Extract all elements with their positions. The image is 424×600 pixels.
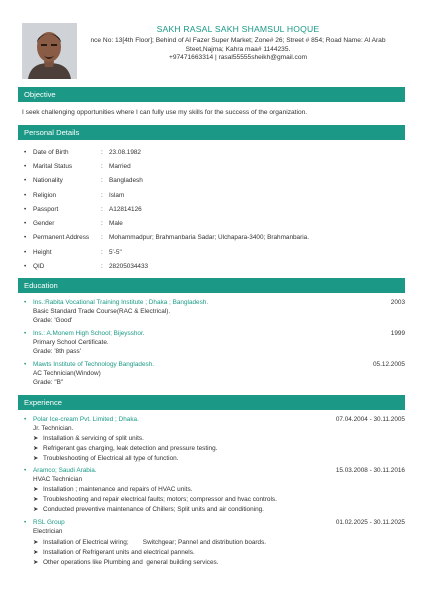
bullet: • xyxy=(24,299,27,306)
colon: : xyxy=(101,206,103,213)
bullet: • xyxy=(24,467,27,474)
education-date: 1999 xyxy=(390,330,405,337)
address-line-1: nce No: 13[4th Floor]; Behind of Al Fazer Super Market; Zone# 26; Street # 854; Road Name: Al Arab xyxy=(90,37,386,44)
personal-label: QID xyxy=(33,263,45,270)
colon: : xyxy=(101,149,103,156)
arrow-icon: ➤ xyxy=(33,486,39,493)
bullet: • xyxy=(24,163,27,170)
candidate-name: SAKH RASAL SAKH SHAMSUL HOQUE xyxy=(156,24,320,34)
education-date: 05.12.2005 xyxy=(373,361,405,368)
personal-label: Gender xyxy=(33,220,55,227)
duty-text: Installation ; maintenance and repairs of HVAC units. xyxy=(43,486,193,493)
personal-value: 28205034433 xyxy=(109,263,149,270)
colon: : xyxy=(101,163,103,170)
personal-value: 5'-5" xyxy=(109,249,122,256)
duty-text: Installation & servicing of split units. xyxy=(43,435,144,442)
personal-value: Mohammadpur; Brahmanbaria Sadar; Ulchapara-3400; Brahmanbaria. xyxy=(109,234,309,241)
personal-label: Marital Status xyxy=(33,163,73,170)
personal-value: Married xyxy=(109,163,131,170)
personal-label: Date of Birth xyxy=(33,149,69,156)
education-heading: Education xyxy=(18,278,405,293)
bullet: • xyxy=(24,249,27,256)
colon: : xyxy=(101,192,103,199)
bullet: • xyxy=(24,177,27,184)
duty-item xyxy=(33,558,219,566)
duty-text: Installation of Refrigerant units and electrical pannels. xyxy=(43,549,195,556)
header-info xyxy=(60,24,416,63)
arrow-icon: ➤ xyxy=(33,549,39,556)
colon: : xyxy=(101,249,103,256)
job-role: Electrician xyxy=(33,528,63,535)
arrow-icon: ➤ xyxy=(33,455,39,462)
colon: : xyxy=(101,177,103,184)
colon: : xyxy=(101,234,103,241)
duty-item xyxy=(33,444,217,452)
duty-item xyxy=(33,495,277,503)
duty-text: Troubleshooting and repair electrical faults; motors; compressor and hvac controls. xyxy=(43,496,277,503)
bullet: • xyxy=(24,206,27,213)
personal-details-heading: Personal Details xyxy=(18,125,405,140)
duty-text: Conducted preventive maintenance of Chillers; Split units and air conditioning. xyxy=(43,506,264,513)
personal-label: Passport xyxy=(33,206,59,213)
personal-label: Nationality xyxy=(33,177,63,184)
personal-label: Religion xyxy=(33,192,57,199)
experience-date: 15.03.2008 - 30.11.2016 xyxy=(335,467,405,474)
arrow-icon: ➤ xyxy=(33,539,39,546)
contact-line: +97471663314 | rasal55555sheikh@gmail.com xyxy=(169,54,307,62)
objective-heading: Objective xyxy=(18,87,405,102)
bullet: • xyxy=(24,519,27,526)
bullet: • xyxy=(24,263,27,270)
duty-item xyxy=(33,505,264,513)
objective-text: I seek challenging opportunities where I can fully use my skills for the success of the organization. xyxy=(22,109,308,116)
arrow-icon: ➤ xyxy=(33,559,39,566)
education-detail: AC Technician(Window) xyxy=(33,370,101,377)
job-role: HVAC Technician xyxy=(33,476,83,483)
bullet: • xyxy=(24,220,27,227)
arrow-icon: ➤ xyxy=(33,506,39,513)
bullet: • xyxy=(24,149,27,156)
address-line-2: Steet,Najma; Kahra maa# 1144235. xyxy=(185,45,291,53)
personal-label: Height xyxy=(33,249,52,256)
colon: : xyxy=(101,263,103,270)
education-detail: Grade: 'Good' xyxy=(33,317,73,324)
experience-date: 07.04.2004 - 30.11.2005 xyxy=(335,416,405,423)
education-detail: Grade: '8th pass' xyxy=(33,348,81,355)
personal-value: Bangladesh xyxy=(109,177,143,184)
duty-item xyxy=(33,434,144,442)
duty-text: Installation of Electrical wiring; Switchgear; Pannel and distribution boards. xyxy=(43,539,267,546)
bullet: • xyxy=(24,192,27,199)
personal-value: Male xyxy=(109,220,123,227)
company-name: Aramco; Saudi Arabia. xyxy=(33,467,97,474)
bullet: • xyxy=(24,234,27,241)
experience-heading: Experience xyxy=(18,395,405,410)
duty-text: Refrigerant gas charging, leak detection and pressure testing. xyxy=(43,445,218,452)
personal-value: A12814126 xyxy=(109,206,142,213)
institute-name: Mawts Institute of Technology Bangladesh. xyxy=(33,361,155,368)
education-detail: Grade: "B" xyxy=(33,379,64,386)
duty-text: Troubleshooting of Electrical all type of function. xyxy=(43,455,179,462)
duty-item xyxy=(33,538,266,546)
duty-item xyxy=(33,548,195,556)
duty-text: Other operations like Plumbing and general building services. xyxy=(43,559,219,566)
bullet: • xyxy=(24,361,27,368)
institute-name: Ins.:Rabita Vocational Training Institute ; Dhaka ; Bangladesh. xyxy=(33,299,209,306)
duty-item xyxy=(33,485,192,493)
company-name: Polar Ice-cream Pvt. Limited ; Dhaka. xyxy=(33,416,139,423)
arrow-icon: ➤ xyxy=(33,445,39,452)
colon: : xyxy=(101,220,103,227)
company-name: RSL Group xyxy=(33,519,65,526)
arrow-icon: ➤ xyxy=(33,435,39,442)
education-detail: Primary School Certificate. xyxy=(33,339,109,346)
bullet: • xyxy=(24,416,27,423)
personal-value: Islam xyxy=(109,192,125,199)
institute-name: Ins.: A.Monem High School; Bijeysshor. xyxy=(33,330,145,337)
personal-value: 23.08.1982 xyxy=(109,149,141,156)
experience-date: 01.02.2025 - 30.11.2025 xyxy=(335,519,405,526)
personal-label: Permanent Address xyxy=(33,234,90,241)
bullet: • xyxy=(24,330,27,337)
arrow-icon: ➤ xyxy=(33,496,39,503)
job-role: Jr. Technician. xyxy=(33,425,74,432)
education-detail: Basic Standard Trade Course(RAC & Electrical). xyxy=(33,308,171,315)
duty-item xyxy=(33,454,178,462)
education-date: 2003 xyxy=(390,299,405,306)
